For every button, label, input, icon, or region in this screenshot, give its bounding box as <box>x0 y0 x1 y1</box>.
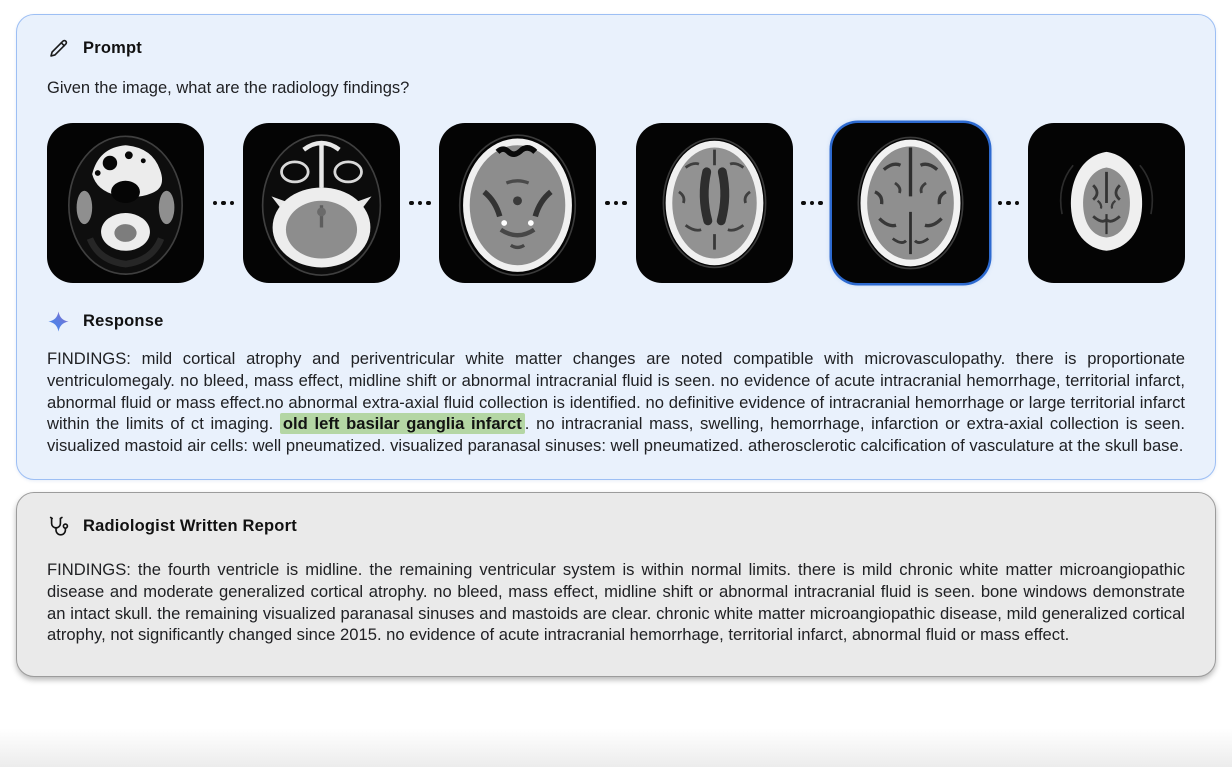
ct-scan-image-6[interactable] <box>1028 123 1185 283</box>
ct-slice-skull-base <box>47 123 204 283</box>
ct-scan-image-4[interactable] <box>636 123 793 283</box>
radiologist-report-card <box>16 492 1216 677</box>
stethoscope-icon <box>47 515 70 538</box>
ct-scan-image-5-selected[interactable] <box>832 123 989 283</box>
report-title: Radiologist Written Report <box>83 516 297 535</box>
highlighted-finding: old left basilar ganglia infarct <box>280 413 525 434</box>
ct-slice-lateral-ventricles <box>636 123 793 283</box>
ct-slice-midbrain <box>439 123 596 283</box>
response-text-before: FINDINGS: mild cortical atrophy and periventricular white matter changes are noted compatible with microvasculopathy. there is proportionate ventriculomegaly. no bleed, mass effect, midline shift or abnormal intracranial fluid is seen. no evidence of acute intracranial hemorrhage, territorial infarct, abnormal fluid or mass effect.no abnormal extra-axial fluid collection is identified. no definitive evidence of intracranial hemorrhage or large territorial infarct within the limits of ct imaging. <box>47 349 1185 434</box>
prompt-response-card <box>16 14 1216 480</box>
prompt-title: Prompt <box>83 39 142 57</box>
response-text <box>47 348 1185 457</box>
ct-scan-image-2[interactable] <box>243 123 400 283</box>
ct-scan-image-3[interactable] <box>439 123 596 283</box>
report-text: FINDINGS: the fourth ventricle is midline. the remaining ventricular system is within normal limits. there is mild chronic white matter microangiopathic disease and moderate generalized cortical atrophy. no bleed, mass effect, midline shift or abnormal intracranial fluid is seen. bone windows demonstrate an intact skull. the remaining visualized paranasal sinuses and mastoids are clear. chronic white matter microangiopathic disease, mild generalized cortical atrophy, not significantly changed since 2015. no evidence of acute intracranial hemorrhage, territorial infarct, abnormal fluid or mass effect. <box>47 559 1185 645</box>
prompt-question: Given the image, what are the radiology findings? <box>47 79 410 97</box>
pencil-icon <box>47 37 70 60</box>
ct-slice-centrum-semiovale <box>832 123 989 283</box>
ct-slice-posterior-fossa <box>243 123 400 283</box>
ct-scan-image-1[interactable] <box>47 123 204 283</box>
response-header <box>47 310 1185 333</box>
ellipsis-icon <box>605 201 627 206</box>
ellipsis-icon <box>998 201 1020 206</box>
response-text-after: . no intracranial mass, swelling, hemorrhage, infarction or extra-axial collection is seen. visualized mastoid air cells: well pneumatized. visualized paranasal sinuses: well pneumatized. atherosclerotic calcification of vasculature at the skull base. <box>47 414 1186 456</box>
report-header <box>47 515 1185 538</box>
ellipsis-icon <box>801 201 823 206</box>
ellipsis-icon <box>213 201 235 206</box>
sparkle-icon <box>47 310 70 333</box>
ct-image-strip <box>47 123 1185 283</box>
prompt-header <box>47 37 1185 60</box>
ellipsis-icon <box>409 201 431 206</box>
response-title: Response <box>83 312 164 330</box>
ct-slice-vertex <box>1028 123 1185 283</box>
